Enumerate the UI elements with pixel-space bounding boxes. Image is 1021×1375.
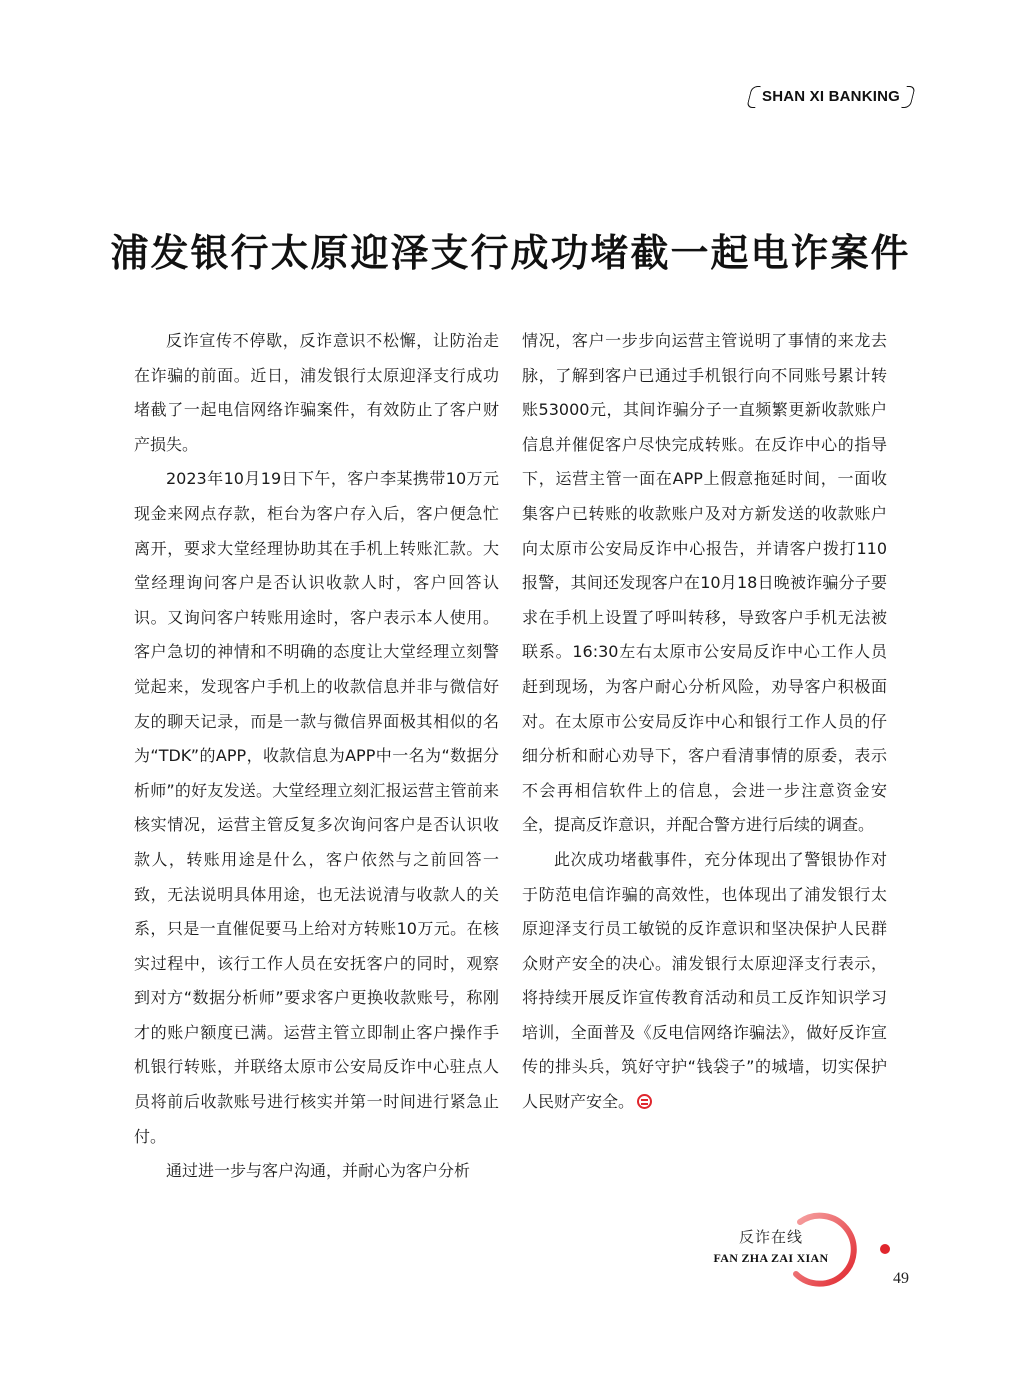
paragraph: 通过进一步与客户沟通，并耐心为客户分析 xyxy=(166,1161,471,1181)
section-label-cn: 反诈在线 xyxy=(738,1228,803,1246)
bracket-left-icon xyxy=(746,86,760,108)
bracket-right-icon xyxy=(901,86,915,108)
paragraph: 反诈宣传不停歇，反诈意识不松懈，让防治走在诈骗的前面。近日，浦发银行太原迎泽支行成功堵截了一起电信网络诈骗案件，有效防止了客户财产损失。 xyxy=(134,331,499,454)
section-label-en: FAN ZHA ZAI XIAN xyxy=(713,1251,829,1265)
article-column-right xyxy=(522,324,887,1120)
paragraph: 情况，客户一步步向运营主管说明了事情的来龙去脉，了解到客户已通过手机银行向不同账号累计转账53000元，其间诈骗分子一直频繁更新收款账户信息并催促客户尽快完成转账。在反诈中心的指导下，运营主管一面在APP上假意拖延时间，一面收集客户已转账的收款账户及对方新发送的收款账户向太原市公安局反诈中心报告，并请客户拨打110报警，其间还发现客户在10月18日晚被诈骗分子要求在手机上设置了呼叫转移，导致客户手机无法被联系。16:30左右太原市公安局反诈中心工作人员赶到现场，为客户耐心分析风险，劝导客户积极面对。在太原市公安局反诈中心和银行工作人员的仔细分析和耐心劝导下，客户看清事情的原委，表示不会再相信软件上的信息，会进一步注意资金安全，提高反诈意识，并配合警方进行后续的调查。 xyxy=(522,331,887,835)
accent-dot xyxy=(880,1244,890,1254)
article-title: 浦发银行太原迎泽支行成功堵截一起电诈案件 xyxy=(110,230,911,275)
section-label xyxy=(712,1226,830,1266)
bank-logo-icon xyxy=(637,1094,652,1109)
paragraph xyxy=(522,843,887,1120)
header-tag-text: SHAN XI BANKING xyxy=(761,87,900,105)
page-number: 49 xyxy=(893,1270,909,1287)
paragraph: 2023年10月19日下午，客户李某携带10万元现金来网点存款，柜台为客户存入后，客户便急忙离开，要求大堂经理协助其在手机上转账汇款。大堂经理询问客户是否认识收款人时，客户回答认识。又询问客户转账用途时，客户表示本人使用。客户急切的神情和不明确的态度让大堂经理立刻警觉起来，发现客户手机上的收款信息并非与微信好友的聊天记录，而是一款与微信界面极其相似的名为“TDK”的APP，收款信息为APP中一名为“数据分析师”的好友发送。大堂经理立刻汇报运营主管前来核实情况，运营主管反复多次询问客户是否认识收款人，转账用途是什么，客户依然与之前回答一致，无法说明具体用途，也无法说清与收款人的关系，只是一直催促要马上给对方转账10万元。在核实过程中，该行工作人员在安抚客户的同时，观察到对方“数据分析师”要求客户更换收款账号，称刚才的账户额度已满。运营主管立即制止客户操作手机银行转账，并联络太原市公安局反诈中心驻点人员将前后收款账号进行核实并第一时间进行紧急止付。 xyxy=(134,469,499,1146)
header-tag xyxy=(749,84,913,108)
paragraph-text: 此次成功堵截事件，充分体现出了警银协作对于防范电信诈骗的高效性，也体现出了浦发银行太原迎泽支行员工敏锐的反诈意识和坚决保护人民群众财产安全的决心。浦发银行太原迎泽支行表示，将持续开展反诈宣传教育活动和员工反诈知识学习培训，全面普及《反电信网络诈骗法》，做好反诈宣传的排头兵，筑好守护“钱袋子”的城墙，切实保护人民财产安全。 xyxy=(522,849,887,1112)
article-column-left xyxy=(134,324,499,1189)
